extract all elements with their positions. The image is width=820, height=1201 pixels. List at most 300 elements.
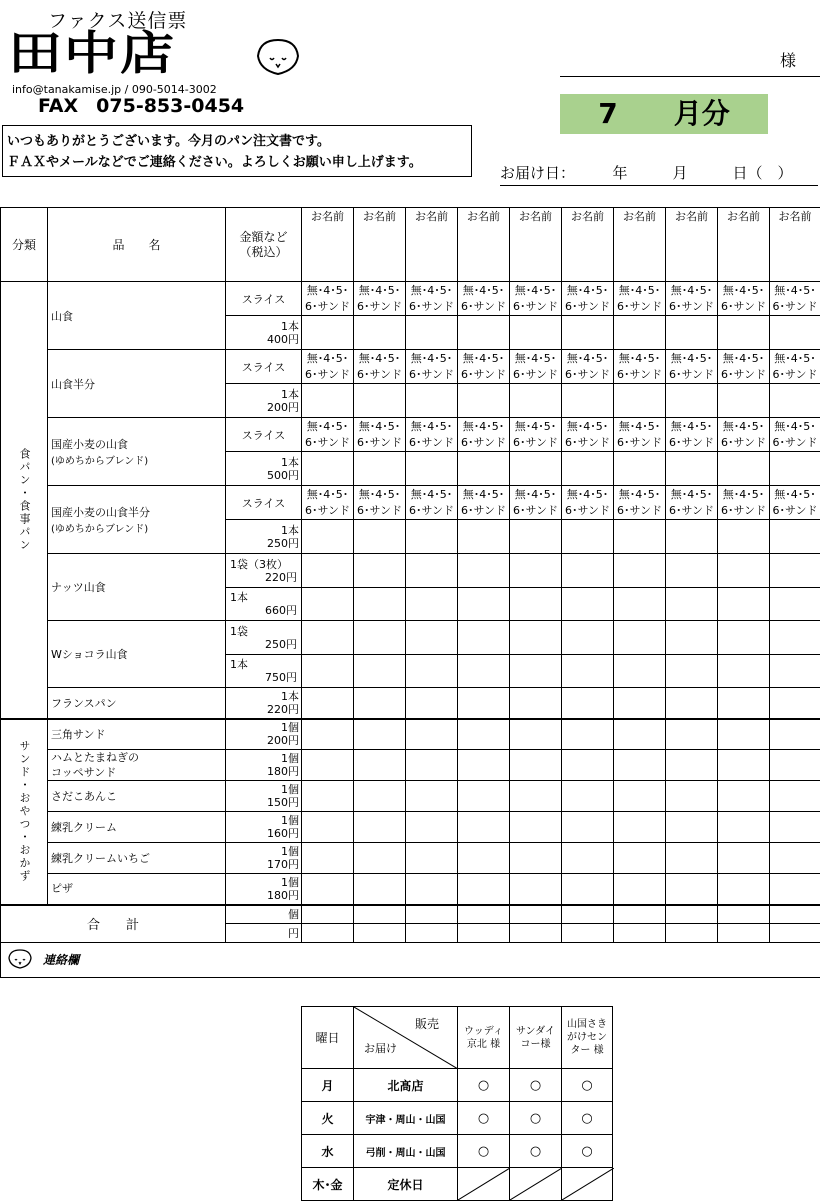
slice-label: スライス: [226, 486, 302, 520]
quantity-cell[interactable]: [614, 781, 666, 812]
quantity-cell[interactable]: [770, 688, 820, 719]
quantity-cell[interactable]: [770, 874, 820, 905]
quantity-cell[interactable]: [666, 554, 718, 588]
quantity-cell[interactable]: [770, 812, 820, 843]
quantity-cell[interactable]: [510, 621, 562, 655]
quantity-cell[interactable]: [666, 520, 718, 554]
quantity-cell[interactable]: [354, 554, 406, 588]
quantity-cell[interactable]: [302, 655, 354, 688]
total-amount-cell[interactable]: [406, 924, 458, 943]
quantity-cell[interactable]: [302, 452, 354, 486]
customer-name-header[interactable]: お名前: [562, 208, 614, 282]
quantity-cell[interactable]: [562, 316, 614, 350]
quantity-cell[interactable]: [666, 874, 718, 905]
quantity-cell[interactable]: [510, 874, 562, 905]
size-options-line2: 6･サンド: [562, 299, 613, 315]
quantity-cell[interactable]: [562, 621, 614, 655]
quantity-cell[interactable]: [666, 384, 718, 418]
recipient-line[interactable]: [560, 76, 820, 77]
quantity-cell[interactable]: [770, 384, 820, 418]
quantity-cell[interactable]: [302, 874, 354, 905]
quantity-cell[interactable]: [718, 812, 770, 843]
customer-name-header[interactable]: お名前: [770, 208, 820, 282]
total-amount-cell[interactable]: [510, 924, 562, 943]
quantity-cell[interactable]: [406, 621, 458, 655]
customer-name-header[interactable]: お名前: [302, 208, 354, 282]
size-option-cell[interactable]: [666, 486, 718, 520]
price-amount: 500円: [226, 469, 299, 482]
quantity-cell[interactable]: [510, 316, 562, 350]
memo-label: 連絡欄: [43, 953, 79, 967]
quantity-cell[interactable]: [510, 843, 562, 874]
fax-number-value: 075-853-0454: [96, 95, 244, 117]
total-amount-cell[interactable]: [614, 924, 666, 943]
quantity-cell[interactable]: [354, 316, 406, 350]
total-count-cell[interactable]: [458, 905, 510, 924]
quantity-cell[interactable]: [770, 719, 820, 750]
quantity-cell[interactable]: [562, 520, 614, 554]
delivery-place: 定休日: [354, 1168, 458, 1201]
quantity-cell[interactable]: [458, 520, 510, 554]
quantity-cell[interactable]: [562, 719, 614, 750]
quantity-cell[interactable]: [406, 554, 458, 588]
quantity-cell[interactable]: [510, 384, 562, 418]
quantity-cell[interactable]: [770, 452, 820, 486]
size-option-cell[interactable]: [562, 282, 614, 316]
size-option-cell[interactable]: [458, 282, 510, 316]
quantity-cell[interactable]: [666, 843, 718, 874]
size-option-cell[interactable]: [770, 282, 820, 316]
quantity-cell[interactable]: [354, 621, 406, 655]
quantity-cell[interactable]: [718, 655, 770, 688]
size-option-cell[interactable]: [614, 282, 666, 316]
total-count-cell[interactable]: [510, 905, 562, 924]
size-option-cell[interactable]: [354, 486, 406, 520]
quantity-cell[interactable]: [510, 812, 562, 843]
quantity-cell[interactable]: [666, 750, 718, 781]
size-options-line1: 無･4･5･: [406, 419, 457, 435]
quantity-cell[interactable]: [510, 520, 562, 554]
quantity-cell[interactable]: [510, 452, 562, 486]
available-mark: ○: [510, 1135, 562, 1168]
product-name-text: さだこあんこ: [51, 789, 225, 804]
quantity-cell[interactable]: [302, 750, 354, 781]
size-options-line2: 6･サンド: [666, 367, 717, 383]
quantity-cell[interactable]: [666, 588, 718, 621]
quantity-cell[interactable]: [354, 688, 406, 719]
size-option-cell[interactable]: [614, 486, 666, 520]
item-header: 品 名: [48, 208, 226, 282]
quantity-cell[interactable]: [614, 452, 666, 486]
quantity-cell[interactable]: [562, 750, 614, 781]
quantity-cell[interactable]: [458, 316, 510, 350]
total-count-cell[interactable]: [666, 905, 718, 924]
size-option-cell[interactable]: [458, 350, 510, 384]
mascot-face-icon: [254, 36, 302, 80]
quantity-cell[interactable]: [354, 520, 406, 554]
quantity-cell[interactable]: [354, 452, 406, 486]
price-cell: [226, 812, 302, 843]
quantity-cell[interactable]: [302, 316, 354, 350]
quantity-cell[interactable]: [302, 621, 354, 655]
size-option-cell[interactable]: [510, 486, 562, 520]
quantity-cell[interactable]: [666, 688, 718, 719]
quantity-cell[interactable]: [614, 316, 666, 350]
product-name: [48, 486, 226, 554]
price-qty: 1個: [226, 783, 299, 796]
quantity-cell[interactable]: [718, 588, 770, 621]
price-amount: 170円: [226, 858, 299, 871]
price-qty: 1袋（3枚）: [230, 558, 299, 571]
total-amount-cell[interactable]: [718, 924, 770, 943]
slice-label: スライス: [226, 282, 302, 316]
quantity-cell[interactable]: [458, 655, 510, 688]
price-cell: [226, 621, 302, 655]
customer-name-header[interactable]: お名前: [354, 208, 406, 282]
quantity-cell[interactable]: [562, 452, 614, 486]
product-name: [48, 750, 226, 781]
customer-name-header[interactable]: お名前: [666, 208, 718, 282]
quantity-cell[interactable]: [406, 520, 458, 554]
price-amount: 160円: [226, 827, 299, 840]
size-option-cell[interactable]: [510, 350, 562, 384]
quantity-cell[interactable]: [666, 621, 718, 655]
size-option-cell[interactable]: [354, 350, 406, 384]
quantity-cell[interactable]: [406, 812, 458, 843]
product-name: [48, 874, 226, 905]
quantity-cell[interactable]: [562, 874, 614, 905]
total-count-cell[interactable]: [614, 905, 666, 924]
quantity-cell[interactable]: [510, 655, 562, 688]
slice-label: スライス: [226, 418, 302, 452]
size-option-cell[interactable]: [614, 350, 666, 384]
quantity-cell[interactable]: [302, 781, 354, 812]
product-subname: (ゆめちからブレンド): [51, 520, 225, 535]
quantity-cell[interactable]: [718, 520, 770, 554]
quantity-cell[interactable]: [614, 621, 666, 655]
total-count-cell[interactable]: [354, 905, 406, 924]
price-amount: 400円: [226, 333, 299, 346]
quantity-cell[interactable]: [666, 812, 718, 843]
quantity-cell[interactable]: [718, 452, 770, 486]
size-options-line1: 無･4･5･: [562, 351, 613, 367]
quantity-cell[interactable]: [354, 781, 406, 812]
size-options-line1: 無･4･5･: [354, 351, 405, 367]
size-options-line2: 6･サンド: [614, 367, 665, 383]
quantity-cell[interactable]: [770, 843, 820, 874]
vendor-header: 山国さきがけセンター 様: [562, 1007, 613, 1069]
customer-name-header[interactable]: お名前: [458, 208, 510, 282]
quantity-cell[interactable]: [354, 874, 406, 905]
size-option-cell[interactable]: [666, 282, 718, 316]
product-name: [48, 719, 226, 750]
contact-info: info@tanakamise.jp / 090-5014-3002: [12, 83, 217, 96]
customer-name-header[interactable]: お名前: [510, 208, 562, 282]
total-count-cell[interactable]: [770, 905, 820, 924]
total-count-cell[interactable]: [562, 905, 614, 924]
quantity-cell[interactable]: [666, 781, 718, 812]
quantity-cell[interactable]: [458, 554, 510, 588]
quantity-cell[interactable]: [770, 750, 820, 781]
size-option-cell[interactable]: [562, 418, 614, 452]
size-option-cell[interactable]: [302, 282, 354, 316]
quantity-cell[interactable]: [510, 750, 562, 781]
quantity-cell[interactable]: [406, 316, 458, 350]
total-count-cell[interactable]: [718, 905, 770, 924]
quantity-cell[interactable]: [458, 452, 510, 486]
quantity-cell[interactable]: [614, 750, 666, 781]
quantity-cell[interactable]: [562, 781, 614, 812]
price-amount: 250円: [226, 537, 299, 550]
greeting-box: [2, 125, 472, 177]
quantity-cell[interactable]: [406, 719, 458, 750]
size-options-line1: 無･4･5･: [562, 487, 613, 503]
product-name-text: 練乳クリーム: [51, 820, 225, 835]
quantity-cell[interactable]: [458, 621, 510, 655]
mascot-face-icon: [7, 948, 33, 973]
size-option-cell[interactable]: [510, 282, 562, 316]
quantity-cell[interactable]: [614, 588, 666, 621]
total-amount-cell[interactable]: [562, 924, 614, 943]
quantity-cell[interactable]: [666, 452, 718, 486]
quantity-cell[interactable]: [770, 554, 820, 588]
size-option-cell[interactable]: [718, 350, 770, 384]
size-options-line1: 無･4･5･: [510, 283, 561, 299]
size-option-cell[interactable]: [666, 418, 718, 452]
quantity-cell[interactable]: [458, 750, 510, 781]
total-amount-cell[interactable]: [666, 924, 718, 943]
quantity-cell[interactable]: [562, 688, 614, 719]
quantity-cell[interactable]: [562, 843, 614, 874]
price-qty: 1個: [226, 876, 299, 889]
delivery-place: 弓削・周山・山国: [354, 1135, 458, 1168]
size-options-line1: 無･4･5･: [406, 283, 457, 299]
size-option-cell[interactable]: [770, 486, 820, 520]
size-options-line2: 6･サンド: [510, 435, 561, 451]
quantity-cell[interactable]: [302, 384, 354, 418]
size-option-cell[interactable]: [614, 418, 666, 452]
size-options-line1: 無･4･5･: [666, 419, 717, 435]
quantity-cell[interactable]: [666, 316, 718, 350]
total-label: 合 計: [1, 905, 226, 943]
size-option-cell[interactable]: [458, 486, 510, 520]
quantity-cell[interactable]: [718, 750, 770, 781]
shop-name: 田中店: [8, 28, 176, 79]
quantity-cell[interactable]: [458, 688, 510, 719]
day-cell: 水: [302, 1135, 354, 1168]
quantity-cell[interactable]: [458, 588, 510, 621]
quantity-cell[interactable]: [614, 384, 666, 418]
quantity-cell[interactable]: [406, 843, 458, 874]
quantity-cell[interactable]: [770, 316, 820, 350]
size-options-line1: 無･4･5･: [718, 487, 769, 503]
total-amount-cell[interactable]: [302, 924, 354, 943]
total-count-cell[interactable]: [302, 905, 354, 924]
size-option-cell[interactable]: [770, 350, 820, 384]
price-amount: 220円: [226, 703, 299, 716]
size-options-line1: 無･4･5･: [458, 487, 509, 503]
quantity-cell[interactable]: [666, 655, 718, 688]
size-option-cell[interactable]: [406, 350, 458, 384]
quantity-cell[interactable]: [458, 384, 510, 418]
size-options-line2: 6･サンド: [406, 299, 457, 315]
size-options-line2: 6･サンド: [354, 503, 405, 519]
quantity-cell[interactable]: [770, 520, 820, 554]
quantity-cell[interactable]: [614, 688, 666, 719]
size-options-line2: 6･サンド: [458, 299, 509, 315]
size-options-line1: 無･4･5･: [406, 351, 457, 367]
quantity-cell[interactable]: [406, 588, 458, 621]
quantity-cell[interactable]: [354, 384, 406, 418]
quantity-cell[interactable]: [406, 384, 458, 418]
product-name: [48, 812, 226, 843]
quantity-cell[interactable]: [718, 384, 770, 418]
product-name: フランスパン: [48, 688, 226, 719]
price-amount: 150円: [226, 796, 299, 809]
quantity-cell[interactable]: [510, 554, 562, 588]
quantity-cell[interactable]: [770, 588, 820, 621]
quantity-cell[interactable]: [770, 621, 820, 655]
size-options-line2: 6･サンド: [406, 503, 457, 519]
quantity-cell[interactable]: [302, 520, 354, 554]
size-option-cell[interactable]: [770, 418, 820, 452]
size-options-line2: 6･サンド: [458, 503, 509, 519]
quantity-cell[interactable]: [666, 719, 718, 750]
total-count-cell[interactable]: [406, 905, 458, 924]
quantity-cell[interactable]: [614, 554, 666, 588]
quantity-cell[interactable]: [406, 452, 458, 486]
size-option-cell[interactable]: [510, 418, 562, 452]
quantity-cell[interactable]: [718, 316, 770, 350]
quantity-cell[interactable]: [406, 781, 458, 812]
size-option-cell[interactable]: [406, 282, 458, 316]
total-amount-cell[interactable]: [770, 924, 820, 943]
quantity-cell[interactable]: [302, 719, 354, 750]
quantity-cell[interactable]: [718, 719, 770, 750]
quantity-cell[interactable]: [562, 384, 614, 418]
size-option-cell[interactable]: [666, 350, 718, 384]
vendor-header: サンダイコー様: [510, 1007, 562, 1069]
product-name-text: 山食: [51, 310, 73, 323]
quantity-cell[interactable]: [510, 781, 562, 812]
quantity-cell[interactable]: [510, 588, 562, 621]
price-cell: [226, 452, 302, 486]
size-option-cell[interactable]: [562, 486, 614, 520]
size-option-cell[interactable]: [302, 350, 354, 384]
quantity-cell[interactable]: [302, 588, 354, 621]
size-options-line2: 6･サンド: [406, 435, 457, 451]
quantity-cell[interactable]: [614, 843, 666, 874]
quantity-cell[interactable]: [718, 874, 770, 905]
size-option-cell[interactable]: [354, 418, 406, 452]
quantity-cell[interactable]: [406, 750, 458, 781]
quantity-cell[interactable]: [718, 621, 770, 655]
quantity-cell[interactable]: [458, 781, 510, 812]
quantity-cell[interactable]: [562, 812, 614, 843]
quantity-cell[interactable]: [354, 750, 406, 781]
available-mark: ○: [510, 1069, 562, 1102]
product-name-text: 三角サンド: [51, 727, 225, 742]
price-cell: [226, 781, 302, 812]
quantity-cell[interactable]: [354, 812, 406, 843]
quantity-cell[interactable]: [458, 812, 510, 843]
quantity-cell[interactable]: [302, 812, 354, 843]
customer-name-header[interactable]: お名前: [406, 208, 458, 282]
quantity-cell[interactable]: [718, 843, 770, 874]
customer-name-header[interactable]: お名前: [614, 208, 666, 282]
quantity-cell[interactable]: [302, 688, 354, 719]
size-options-line1: 無･4･5･: [302, 419, 353, 435]
size-option-cell[interactable]: [562, 350, 614, 384]
size-options-line2: 6･サンド: [354, 435, 405, 451]
quantity-cell[interactable]: [718, 781, 770, 812]
total-amount-cell[interactable]: [458, 924, 510, 943]
quantity-cell[interactable]: [562, 655, 614, 688]
size-option-cell[interactable]: [718, 486, 770, 520]
quantity-cell[interactable]: [354, 843, 406, 874]
size-option-cell[interactable]: [458, 418, 510, 452]
quantity-cell[interactable]: [458, 843, 510, 874]
size-option-cell[interactable]: [302, 418, 354, 452]
size-options-line1: 無･4･5･: [770, 283, 820, 299]
quantity-cell[interactable]: [302, 843, 354, 874]
total-amount-cell[interactable]: [354, 924, 406, 943]
quantity-cell[interactable]: [718, 688, 770, 719]
quantity-cell[interactable]: [614, 812, 666, 843]
quantity-cell[interactable]: [354, 588, 406, 621]
quantity-cell[interactable]: [614, 874, 666, 905]
quantity-cell[interactable]: [354, 655, 406, 688]
quantity-cell[interactable]: [458, 719, 510, 750]
quantity-cell[interactable]: [406, 874, 458, 905]
quantity-cell[interactable]: [614, 719, 666, 750]
size-options-line2: 6･サンド: [302, 299, 353, 315]
quantity-cell[interactable]: [458, 874, 510, 905]
day-cell: 火: [302, 1102, 354, 1135]
delivery-date[interactable]: お届け日： 年 月 日（ ）: [500, 162, 818, 186]
quantity-cell[interactable]: [614, 520, 666, 554]
size-option-cell[interactable]: [406, 418, 458, 452]
quantity-cell[interactable]: [614, 655, 666, 688]
memo-field[interactable]: [1, 943, 820, 978]
size-options-line1: 無･4･5･: [354, 283, 405, 299]
size-option-cell[interactable]: [354, 282, 406, 316]
closed-cell: [510, 1168, 562, 1201]
quantity-cell[interactable]: [718, 554, 770, 588]
quantity-cell[interactable]: [406, 688, 458, 719]
size-option-cell[interactable]: [718, 282, 770, 316]
diagonal-header: [354, 1007, 458, 1069]
price-qty: 1袋: [230, 625, 299, 638]
quantity-cell[interactable]: [354, 719, 406, 750]
quantity-cell[interactable]: [770, 655, 820, 688]
size-option-cell[interactable]: [302, 486, 354, 520]
slice-label: スライス: [226, 350, 302, 384]
quantity-cell[interactable]: [510, 719, 562, 750]
quantity-cell[interactable]: [302, 554, 354, 588]
quantity-cell[interactable]: [562, 588, 614, 621]
size-option-cell[interactable]: [406, 486, 458, 520]
quantity-cell[interactable]: [770, 781, 820, 812]
size-option-cell[interactable]: [718, 418, 770, 452]
quantity-cell[interactable]: [406, 655, 458, 688]
diag-top-label: 販売: [415, 1015, 439, 1032]
quantity-cell[interactable]: [562, 554, 614, 588]
quantity-cell[interactable]: [510, 688, 562, 719]
size-options-line2: 6･サンド: [666, 299, 717, 315]
customer-name-header[interactable]: お名前: [718, 208, 770, 282]
size-options-line2: 6･サンド: [354, 367, 405, 383]
